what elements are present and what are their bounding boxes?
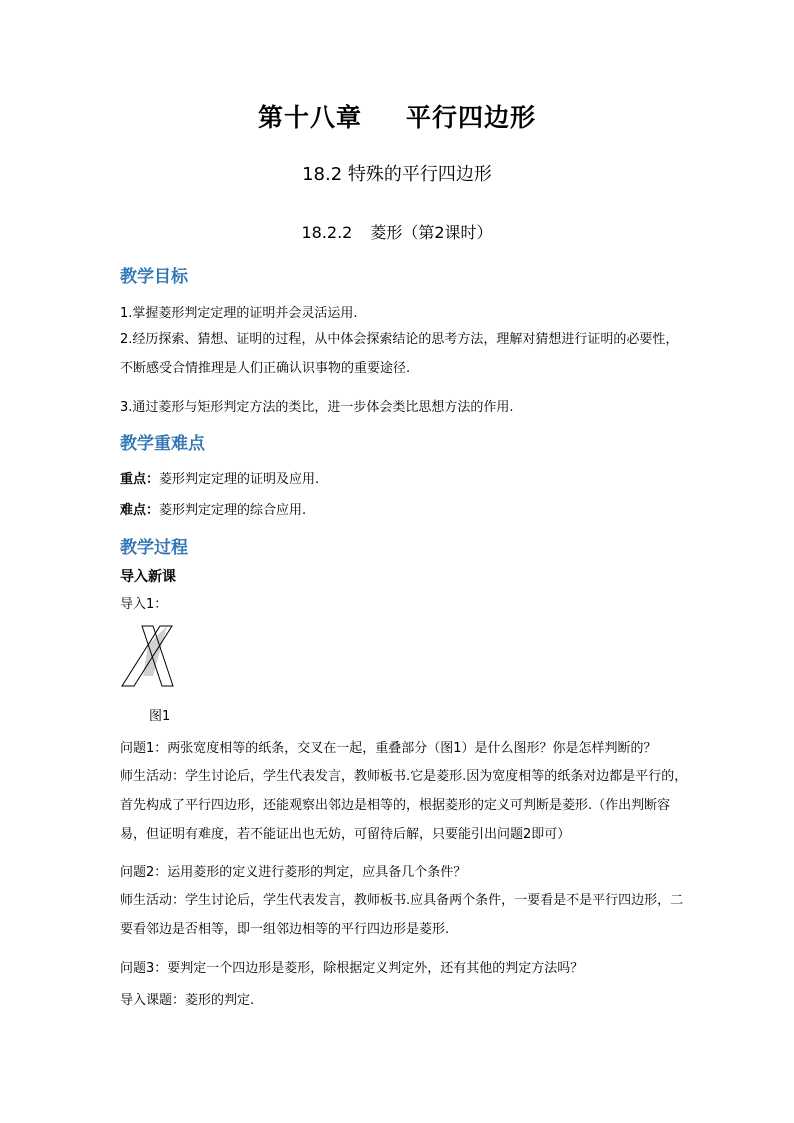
chapter-title bbox=[0, 98, 794, 134]
key-points-heading: 教学重难点 bbox=[120, 434, 205, 454]
lesson-topic: 导入课题：菱形的判定. bbox=[120, 993, 255, 1008]
teacher-activity-2: 师生活动：学生讨论后，学生代表发言，教师板书.应具备两个条件，一要看是不是平行四边形，二要看邻边是否相等，即一组邻边相等的平行四边形是菱形. bbox=[120, 893, 684, 937]
objectives-heading: 教学目标 bbox=[120, 267, 188, 287]
intro-label: 导入1： bbox=[120, 597, 168, 612]
lesson-number: 18.2.2 bbox=[301, 223, 353, 242]
figure-1-paper-strips bbox=[118, 618, 198, 693]
objective-item-3: 3.通过菱形与矩形判定方法的类比，进一步体会类比思想方法的作用. bbox=[120, 400, 514, 415]
question-1: 问题1：两张宽度相等的纸条，交叉在一起，重叠部分（图1）是什么图形？你是怎样判断的？ bbox=[120, 741, 657, 756]
question-3: 问题3：要判定一个四边形是菱形，除根据定义判定外，还有其他的判定方法吗？ bbox=[120, 961, 584, 976]
figure-1-caption: 图1 bbox=[149, 709, 171, 724]
objective-item-1: 1.掌握菱形判定定理的证明并会灵活运用. bbox=[120, 306, 358, 321]
objective-item-2: 2.经历探索、猜想、证明的过程，从中体会探索结论的思考方法，理解对猜想进行证明的必要性，不断感受合情推理是人们正确认识事物的重要途径. bbox=[120, 332, 679, 376]
lesson-name: 菱形（第2课时） bbox=[370, 223, 493, 242]
key-point-text: 菱形判定定理的证明及应用. bbox=[159, 472, 320, 487]
difficult-point-line bbox=[120, 499, 306, 518]
key-point-label: 重点： bbox=[120, 472, 160, 487]
question-2: 问题2：运用菱形的定义进行菱形的判定，应具备几个条件？ bbox=[120, 865, 467, 880]
chapter-name: 平行四边形 bbox=[406, 103, 537, 132]
difficult-point-label: 难点： bbox=[120, 503, 160, 518]
process-subheading: 导入新课 bbox=[120, 569, 176, 585]
section-title: 18.2 特殊的平行四边形 bbox=[302, 164, 492, 185]
difficult-point-text: 菱形判定定理的综合应用. bbox=[159, 503, 307, 518]
key-point-line bbox=[120, 468, 319, 487]
process-heading: 教学过程 bbox=[120, 538, 188, 558]
teacher-activity-1: 师生活动：学生讨论后，学生代表发言，教师板书.它是菱形.因为宽度相等的纸条对边都是平行的，首先构成了平行四边形，还能观察出邻边是相等的，根据菱形的定义可判断是菱形.（作出判断容易，但证明有难度，若不能证出也无妨，可留待后解，只要能引出问题2即可） bbox=[120, 769, 688, 842]
lesson-title bbox=[0, 220, 794, 243]
chapter-number: 第十八章 bbox=[257, 103, 362, 132]
